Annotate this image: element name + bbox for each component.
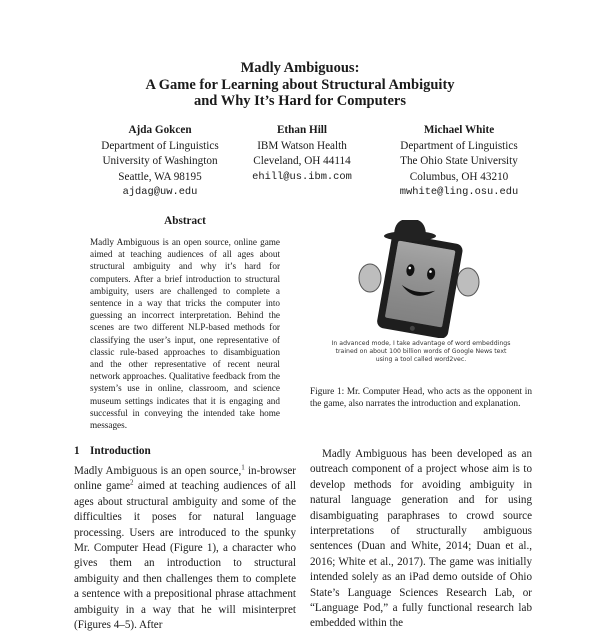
title-line-3: and Why It’s Hard for Computers <box>193 93 406 109</box>
author-affiliation: Cleveland, OH 44114 <box>253 155 351 167</box>
figure-1 <box>310 220 532 370</box>
author-block-3 <box>374 123 544 201</box>
author-affiliation: Department of Linguistics <box>400 139 518 152</box>
author-affiliation: The Ohio State University <box>400 155 518 167</box>
author-email[interactable]: ajdag@uw.edu <box>122 186 198 198</box>
author-block-1 <box>80 123 240 201</box>
paper-title <box>0 60 600 110</box>
intro-text: Madly Ambiguous is an open source, <box>74 465 242 477</box>
right-column-text: Madly Ambiguous has been developed as an outreach component of a project whose aim is to develop methods for avoiding ambiguity in natural language generation and for using disambiguating paraphrases to crowd source interpretations of structurally ambiguous sentences (Duan and White, 2014; Duan et al., 2016; White et al., 2017). The game was initially intended solely as an iPad demo outside of Ohio State’s Language Sciences Research Lab, or “Language Pod,” a fully functional research lab embedded within the <box>310 448 532 630</box>
mr-computer-head-illustration <box>350 220 490 338</box>
author-block-2 <box>222 123 382 185</box>
author-affiliation: Seattle, WA 98195 <box>118 170 202 183</box>
abstract-text: Madly Ambiguous is an open source, online game aimed at teaching audiences of all ages about structural ambiguity and why it’s hard for computers. After a brief introduction to structural ambiguity, users are challenged to complete a sentence in a way that tricks the computer into guessing an incorrect interpretation. Behind the scenes are two different NLP-based methods for classifying the user’s input, one representative of classic rule-based approaches to disambiguation and the other representative of recent neural network approaches. Qualitative feedback from the system’s use in online, classroom, and science museum settings indicates that it is engaging and successful in conveying the intended take home messages. <box>90 237 280 431</box>
title-line-2: A Game for Learning about Structural Ambiguity <box>145 76 455 93</box>
section-number: 1 <box>74 445 80 457</box>
author-affiliation: Columbus, OH 43210 <box>409 170 509 183</box>
author-email[interactable]: mwhite@ling.osu.edu <box>399 186 519 198</box>
author-name: Michael White <box>423 124 495 136</box>
section-title: Introduction <box>90 445 151 457</box>
figure-inner-text <box>310 340 532 365</box>
footnote-marker[interactable]: 2 <box>130 478 134 487</box>
author-affiliation: IBM Watson Health <box>257 139 347 152</box>
footnote-marker[interactable]: 1 <box>241 463 245 472</box>
intro-text: in-browser online game <box>74 465 296 493</box>
figure-inner-line: using a tool called word2vec. <box>375 356 467 364</box>
intro-text: aimed at teaching audiences of all ages about structural ambiguity and some of the difficulties it poses for natural language processing. Users are introduced to the spunky Mr. Computer Head (Figure 1), a character who gives them an introduction to structural ambiguity and then challenges them to complete a sentence with a prepositional phrase attachment ambiguity in a way that he will misinterpret (Figures 4–5). After <box>74 480 296 632</box>
author-affiliation: University of Washington <box>102 155 218 167</box>
abstract-heading: Abstract <box>164 215 206 227</box>
section-heading <box>74 445 151 457</box>
author-name: Ajda Gokcen <box>128 124 192 136</box>
figure-caption: Figure 1: Mr. Computer Head, who acts as the opponent in the game, also narrates the introduction and explanation. <box>310 387 532 410</box>
author-email[interactable]: ehill@us.ibm.com <box>252 170 352 183</box>
intro-paragraph <box>74 464 296 633</box>
title-line-1: Madly Ambiguous: <box>240 60 360 76</box>
figure-inner-line: In advanced mode, I take advantage of word embeddings <box>331 340 511 347</box>
author-affiliation: Department of Linguistics <box>101 139 219 152</box>
author-name: Ethan Hill <box>276 124 328 136</box>
figure-inner-line: trained on about 100 billion words of Google News text <box>335 348 507 356</box>
right-column-paragraph <box>310 447 532 632</box>
